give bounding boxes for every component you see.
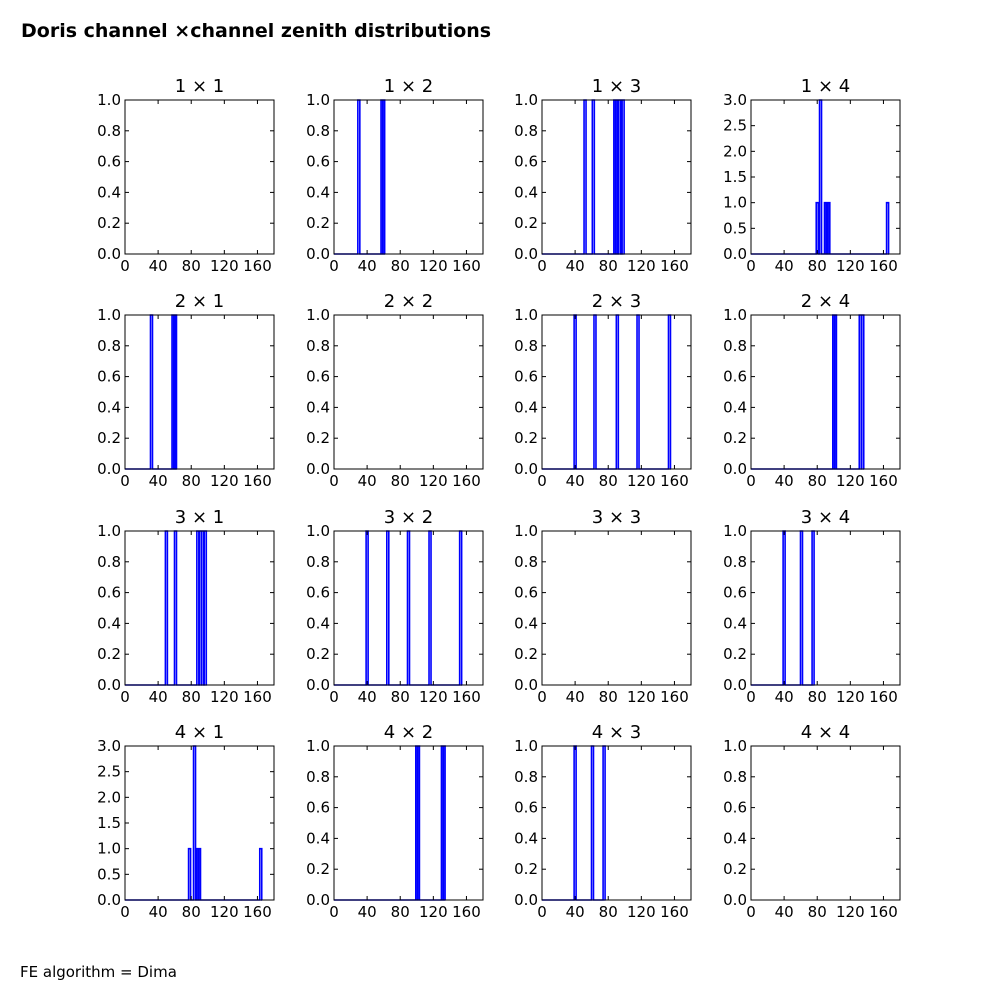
y-tick-label: 0.4 [514,398,538,417]
y-tick-label: 0.6 [514,367,538,386]
y-tick-label: 0.6 [306,583,330,602]
subplot-title: 2 × 4 [800,291,851,312]
x-tick-label: 0 [746,688,756,706]
y-tick-label: 2.5 [97,762,121,781]
y-tick-label: 0.0 [723,676,747,694]
y-tick-label: 3.0 [723,91,747,109]
x-tick-label: 120 [627,688,656,706]
x-tick-label: 0 [746,257,756,275]
y-tick-label: 0.8 [514,552,538,571]
y-tick-label: 0.8 [97,121,121,140]
figure-title: Doris channel ×channel zenith distributions [21,20,492,42]
x-tick-label: 0 [329,903,339,921]
y-tick-label: 1.0 [97,522,121,540]
x-tick-label: 0 [537,903,547,921]
subplot-title: 4 × 4 [800,722,851,743]
x-tick-label: 120 [627,903,656,921]
y-tick-label: 0.8 [97,336,121,355]
y-tick-label: 0.4 [723,829,747,848]
x-tick-label: 120 [210,257,239,275]
x-tick-label: 120 [419,472,448,490]
x-tick-label: 80 [598,903,618,921]
y-tick-label: 0.8 [514,767,538,786]
x-tick-label: 80 [807,257,827,275]
x-tick-label: 120 [836,903,865,921]
y-tick-label: 0.6 [514,152,538,171]
y-tick-label: 0.2 [514,645,538,664]
x-tick-label: 80 [390,257,410,275]
x-tick-label: 80 [598,688,618,706]
subplot-title: 3 × 4 [800,507,851,528]
y-tick-label: 0.2 [514,860,538,879]
y-tick-label: 0.6 [97,583,121,602]
y-tick-label: 1.0 [306,522,330,540]
subplot-title: 4 × 2 [383,722,434,743]
x-tick-label: 160 [660,688,689,706]
y-tick-label: 1.0 [723,306,747,324]
y-tick-label: 0.0 [306,676,330,694]
y-tick-label: 0.4 [97,183,121,202]
y-tick-label: 2.0 [723,142,747,161]
x-tick-label: 40 [148,257,168,275]
x-tick-label: 120 [419,257,448,275]
x-tick-label: 0 [537,257,547,275]
x-tick-label: 80 [181,472,201,490]
x-tick-label: 80 [390,472,410,490]
subplot-title: 1 × 4 [800,76,851,97]
x-tick-label: 80 [181,903,201,921]
y-tick-label: 0.0 [306,245,330,263]
x-tick-label: 0 [120,472,130,490]
x-tick-label: 40 [148,472,168,490]
x-tick-label: 0 [746,472,756,490]
y-tick-label: 0.8 [97,552,121,571]
x-tick-label: 120 [210,472,239,490]
subplot-title: 4 × 3 [591,722,642,743]
x-tick-label: 160 [869,257,898,275]
y-tick-label: 0.2 [306,214,330,233]
y-tick-label: 0.6 [514,583,538,602]
y-tick-label: 1.0 [723,193,747,212]
y-tick-label: 0.0 [97,891,121,909]
x-tick-label: 160 [660,472,689,490]
x-tick-label: 80 [807,472,827,490]
subplot-title: 1 × 2 [383,76,434,97]
y-tick-label: 0.8 [306,336,330,355]
y-tick-label: 1.5 [97,814,121,832]
x-tick-label: 40 [774,472,794,490]
x-tick-label: 40 [357,472,377,490]
y-tick-label: 1.0 [723,522,747,540]
x-tick-label: 80 [598,257,618,275]
x-tick-label: 0 [329,257,339,275]
y-tick-label: 0.4 [514,183,538,202]
y-tick-label: 0.8 [306,552,330,571]
x-tick-label: 120 [419,903,448,921]
y-tick-label: 0.0 [514,245,538,263]
y-tick-label: 0.4 [514,614,538,633]
y-tick-label: 0.6 [514,798,538,817]
x-tick-label: 160 [452,688,481,706]
x-tick-label: 160 [869,688,898,706]
y-tick-label: 0.4 [723,614,747,633]
x-tick-label: 80 [807,903,827,921]
x-tick-label: 0 [329,472,339,490]
y-tick-label: 0.8 [514,336,538,355]
y-tick-label: 0.0 [514,460,538,478]
x-tick-label: 120 [627,257,656,275]
x-tick-label: 120 [627,472,656,490]
y-tick-label: 1.0 [514,522,538,540]
y-tick-label: 0.2 [306,645,330,664]
y-tick-label: 1.0 [97,306,121,324]
y-tick-label: 0.0 [97,245,121,263]
x-tick-label: 160 [452,257,481,275]
x-tick-label: 40 [774,903,794,921]
y-tick-label: 0.6 [306,798,330,817]
y-tick-label: 1.0 [514,737,538,755]
y-tick-label: 0.4 [306,183,330,202]
x-tick-label: 160 [869,472,898,490]
y-tick-label: 0.6 [97,152,121,171]
x-tick-label: 120 [210,903,239,921]
x-tick-label: 80 [390,688,410,706]
subplot-title: 2 × 2 [383,291,434,312]
subplot-title: 1 × 1 [174,76,225,97]
y-tick-label: 1.0 [514,306,538,324]
subplot-title: 1 × 3 [591,76,642,97]
x-tick-label: 160 [660,903,689,921]
y-tick-label: 1.0 [306,306,330,324]
x-tick-label: 0 [537,688,547,706]
x-tick-label: 40 [565,903,585,921]
y-tick-label: 0.6 [723,583,747,602]
x-tick-label: 40 [565,257,585,275]
subplot-title: 4 × 1 [174,722,225,743]
x-tick-label: 80 [390,903,410,921]
y-tick-label: 0.6 [97,367,121,386]
x-tick-label: 120 [836,257,865,275]
y-tick-label: 0.2 [306,860,330,879]
y-tick-label: 0.4 [306,614,330,633]
y-tick-label: 0.8 [306,121,330,140]
x-tick-label: 160 [452,472,481,490]
y-tick-label: 0.0 [514,891,538,909]
x-tick-label: 160 [243,472,272,490]
x-tick-label: 0 [120,688,130,706]
subplot-title: 3 × 1 [174,507,225,528]
y-tick-label: 0.2 [514,214,538,233]
y-tick-label: 0.6 [723,367,747,386]
y-tick-label: 0.8 [723,552,747,571]
x-tick-label: 80 [807,688,827,706]
y-tick-label: 0.4 [514,829,538,848]
y-tick-label: 0.4 [306,829,330,848]
y-tick-label: 1.0 [97,91,121,109]
subplot-title: 2 × 3 [591,291,642,312]
y-tick-label: 0.2 [514,429,538,448]
y-tick-label: 0.4 [97,398,121,417]
y-tick-label: 1.5 [723,168,747,186]
x-tick-label: 40 [357,903,377,921]
subplot-title: 3 × 3 [591,507,642,528]
y-tick-label: 0.4 [97,614,121,633]
y-tick-label: 0.2 [97,214,121,233]
x-tick-label: 0 [120,903,130,921]
y-tick-label: 0.6 [723,798,747,817]
subplot-title: 3 × 2 [383,507,434,528]
x-tick-label: 160 [660,257,689,275]
x-tick-label: 160 [243,903,272,921]
x-tick-label: 40 [565,688,585,706]
y-tick-label: 0.0 [306,891,330,909]
y-tick-label: 1.0 [97,839,121,858]
y-tick-label: 0.0 [514,676,538,694]
y-tick-label: 3.0 [97,737,121,755]
x-tick-label: 160 [243,257,272,275]
y-tick-label: 0.6 [306,152,330,171]
x-tick-label: 40 [148,903,168,921]
x-tick-label: 160 [452,903,481,921]
x-tick-label: 40 [774,257,794,275]
x-tick-label: 0 [329,688,339,706]
x-tick-label: 40 [565,472,585,490]
y-tick-label: 0.2 [723,645,747,664]
y-tick-label: 0.0 [723,891,747,909]
x-tick-label: 0 [746,903,756,921]
y-tick-label: 0.0 [306,460,330,478]
y-tick-label: 0.2 [306,429,330,448]
x-tick-label: 80 [598,472,618,490]
x-tick-label: 160 [243,688,272,706]
y-tick-label: 0.2 [723,429,747,448]
x-tick-label: 40 [357,688,377,706]
x-tick-label: 0 [120,257,130,275]
y-tick-label: 0.2 [97,645,121,664]
y-tick-label: 2.0 [97,788,121,807]
y-tick-label: 0.0 [723,245,747,263]
y-tick-label: 1.0 [514,91,538,109]
y-tick-label: 0.5 [723,219,747,238]
x-tick-label: 120 [836,472,865,490]
y-tick-label: 1.0 [306,737,330,755]
x-tick-label: 40 [148,688,168,706]
y-tick-label: 0.6 [306,367,330,386]
y-tick-label: 0.8 [514,121,538,140]
x-tick-label: 0 [537,472,547,490]
y-tick-label: 1.0 [306,91,330,109]
y-tick-label: 0.0 [97,676,121,694]
y-tick-label: 0.8 [306,767,330,786]
x-tick-label: 80 [181,688,201,706]
y-tick-label: 0.5 [97,865,121,884]
y-tick-label: 0.4 [306,398,330,417]
figure-footer: FE algorithm = Dima [20,963,177,981]
x-tick-label: 160 [869,903,898,921]
x-tick-label: 120 [836,688,865,706]
x-tick-label: 40 [357,257,377,275]
x-tick-label: 80 [181,257,201,275]
y-tick-label: 0.2 [97,429,121,448]
x-tick-label: 120 [419,688,448,706]
y-tick-label: 0.0 [723,460,747,478]
x-tick-label: 40 [774,688,794,706]
y-tick-label: 0.2 [723,860,747,879]
y-tick-label: 0.4 [723,398,747,417]
y-tick-label: 1.0 [723,737,747,755]
y-tick-label: 0.8 [723,336,747,355]
y-tick-label: 0.0 [97,460,121,478]
y-tick-label: 0.8 [723,767,747,786]
x-tick-label: 120 [210,688,239,706]
y-tick-label: 2.5 [723,116,747,135]
subplot-title: 2 × 1 [174,291,225,312]
